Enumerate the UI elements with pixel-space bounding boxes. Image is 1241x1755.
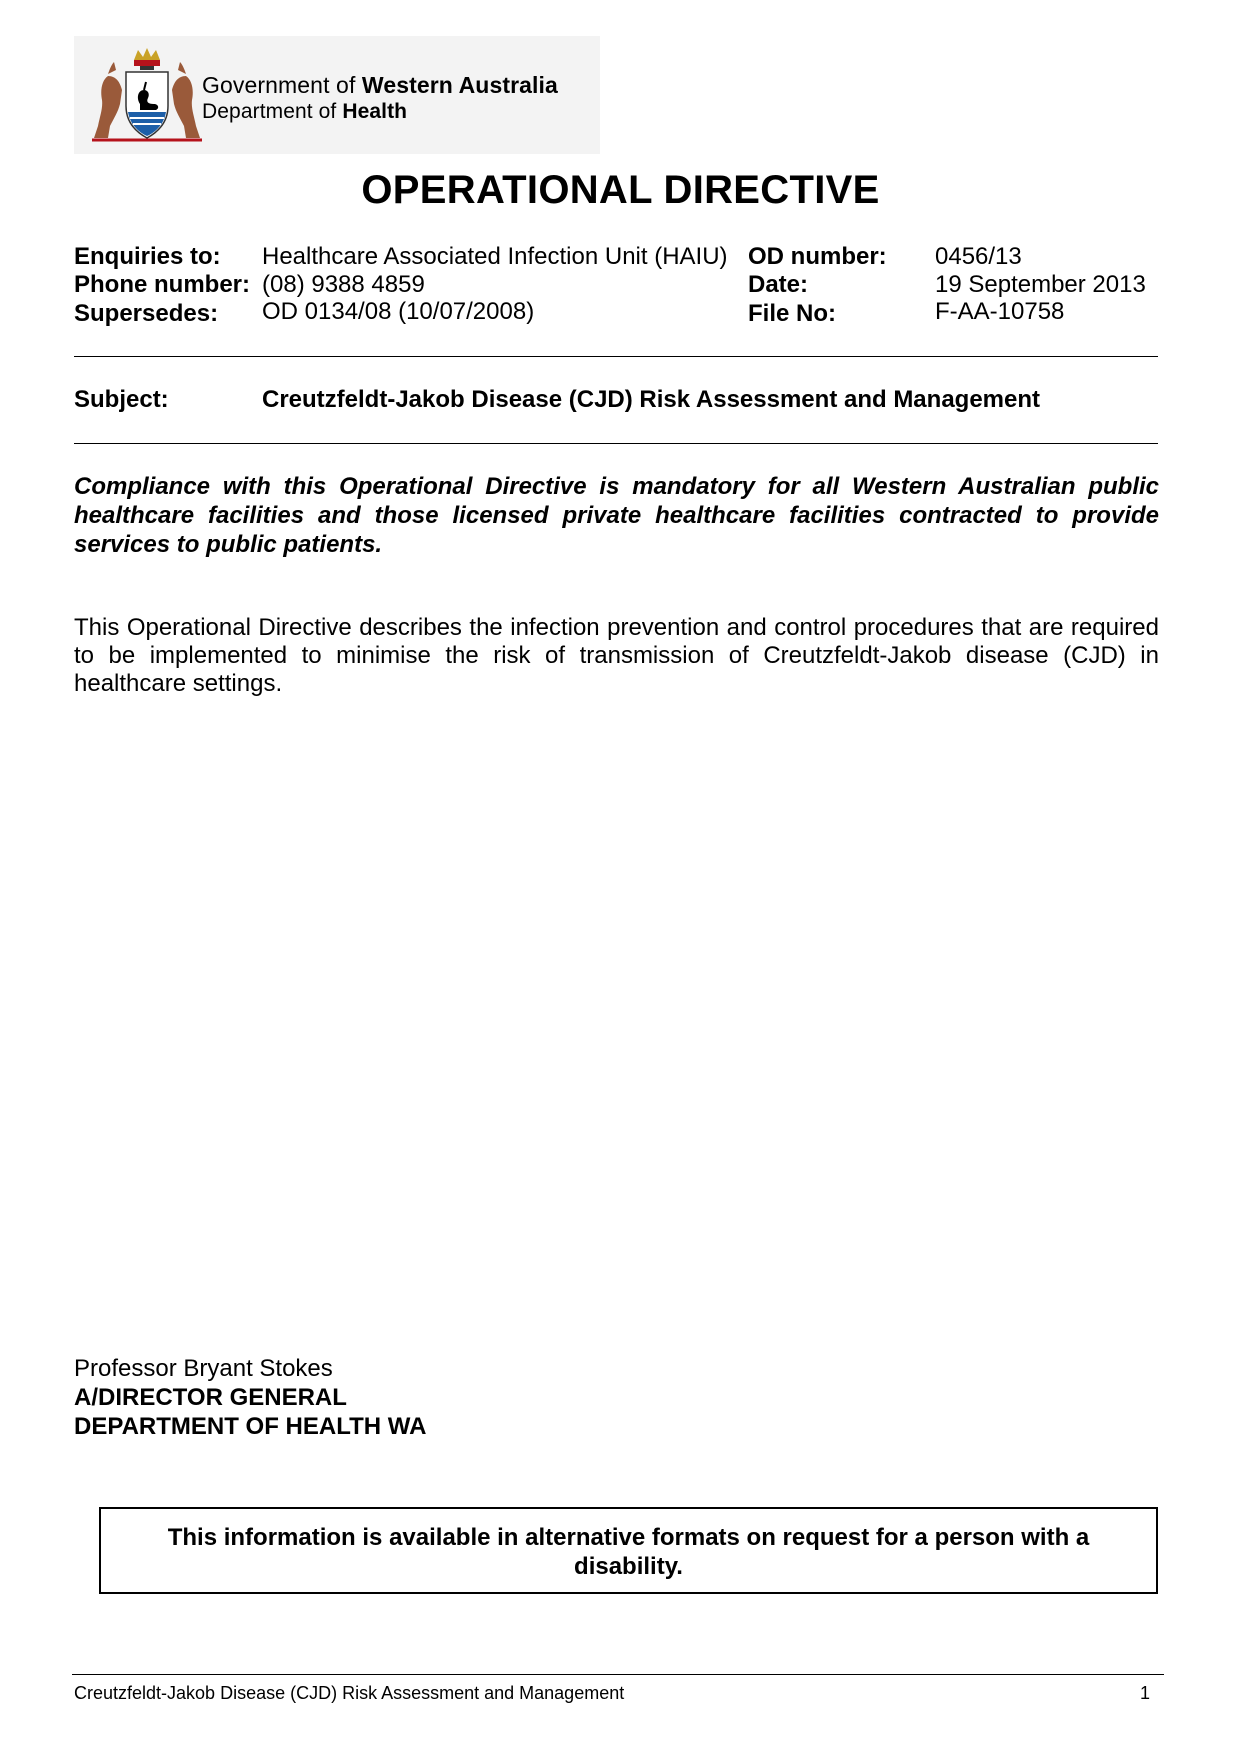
enquiries-label: Enquiries to: <box>74 243 221 270</box>
compliance-statement: Compliance with this Operational Directive is mandatory for all Western Australian public healthcare facilities and those licensed private healthcare facilities contracted to provide services to public patients. <box>74 473 1159 558</box>
coat-of-arms-icon <box>88 46 206 146</box>
divider-top <box>74 356 1158 357</box>
od-number-label: OD number: <box>748 243 887 270</box>
footer-title: Creutzfeldt-Jakob Disease (CJD) Risk Assessment and Management <box>74 1683 625 1703</box>
header-logo <box>74 36 600 154</box>
document-title: OPERATIONAL DIRECTIVE <box>361 168 880 212</box>
government-name: Government of Western Australia <box>202 72 558 98</box>
subject-value: Creutzfeldt-Jakob Disease (CJD) Risk Assessment and Management <box>262 386 1041 413</box>
date-value: 19 September 2013 <box>935 271 1146 298</box>
od-number-value: 0456/13 <box>935 243 1022 270</box>
signatory-name: Professor Bryant Stokes <box>74 1355 333 1382</box>
enquiries-value: Healthcare Associated Infection Unit (HAIU) <box>262 243 728 270</box>
phone-label: Phone number: <box>74 271 251 298</box>
page-number: 1 <box>1140 1683 1151 1703</box>
date-label: Date: <box>748 271 809 298</box>
file-no-value: F-AA-10758 <box>935 298 1065 325</box>
divider-subject <box>74 443 1158 444</box>
accessibility-notice-box <box>99 1507 1158 1594</box>
signatory-department: DEPARTMENT OF HEALTH WA <box>74 1413 427 1440</box>
department-name: Department of Health <box>202 100 408 123</box>
phone-value: (08) 9388 4859 <box>262 271 425 298</box>
supersedes-label: Supersedes: <box>74 300 219 327</box>
signatory-title: A/DIRECTOR GENERAL <box>74 1384 347 1411</box>
supersedes-value: OD 0134/08 (10/07/2008) <box>262 298 535 325</box>
accessibility-notice-text: This information is available in alternative formats on request for a person with a disability. <box>167 1524 1090 1580</box>
footer-divider <box>72 1674 1164 1675</box>
intro-paragraph: This Operational Directive describes the infection prevention and control procedures that are required to be implemented to minimise the risk of transmission of Creutzfeldt-Jakob disease (CJD) in healthcare settings. <box>74 614 1159 697</box>
file-no-label: File No: <box>748 300 836 327</box>
subject-label: Subject: <box>74 386 169 413</box>
